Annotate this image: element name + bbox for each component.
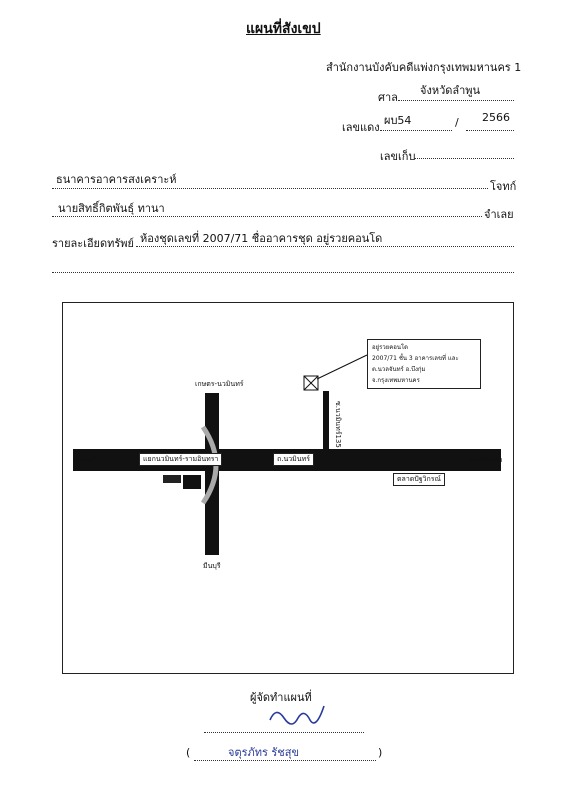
red-no-label: เลขแดง [342,121,380,134]
red-no-sep: / [455,116,459,129]
plaintiff-value: ธนาคารอาคารสงเคราะห์ [56,173,177,186]
asset-value: ห้องชุดเลขที่ 2007/71 ชื่ออาคารชุด อยู่รวยคอนโด [140,232,383,245]
plaintiff-label: โจทก์ [490,180,517,193]
red-no-dotline [380,130,452,131]
defendant-value: นายสิทธิ์กิตพันธุ์ ทานา [58,202,165,215]
maker-label: ผู้จัดทำแผนที่ [250,691,312,704]
landmark-sign-icon [163,475,181,483]
name-dotline [194,760,376,761]
condo-callout [367,339,481,389]
red-no-year: 2566 [482,111,510,124]
close-paren: ) [378,746,383,759]
open-paren: ( [186,746,191,759]
west-label: บางกะปิ [73,456,98,464]
court-label: ศาล [378,91,398,104]
signature-name: จตุรภัทร รัชสุข [228,746,300,759]
road-label: ถ.นวมินทร์ [273,453,314,466]
asset-label: รายละเอียดทรัพย์ [52,237,134,250]
signature-mark [266,700,336,734]
red-no-value: ผบ54 [384,114,412,127]
intersection-label: แยกนวมินทร์-รามอินทรา [139,453,222,466]
red-no-year-dotline [466,130,514,131]
storage-no-label: เลขเก็บ [380,150,416,163]
callout-leader-line [315,353,375,383]
market-label: ตลาดปัฐวิกรณ์ [393,473,445,486]
callout-line: 2007/71 ชั้น 3 อาคารเลขที่ และ [372,355,459,362]
office-name: สำนักงานบังคับคดีแพ่งกรุงเทพมหานคร 1 [326,61,522,74]
defendant-label: จำเลย [484,208,514,221]
asset-dotline-2 [52,272,514,273]
page-title: แผนที่สังเขป [246,21,321,37]
court-dotline [398,100,514,101]
landmark-store-icon [183,475,201,489]
plaintiff-dotline [52,188,488,189]
callout-line: ต.นวลจันทร์ อ.บึงกุ่ม [372,366,426,373]
court-value: จังหวัดลำพูน [420,84,481,97]
soi-label: ซ.นวมินทร์135 [334,401,342,448]
storage-no-dotline [414,158,514,159]
signature-dotline [204,732,364,733]
north-label: เกษตร-นวมินทร์ [195,380,244,388]
map-frame [62,302,514,674]
east-label: รามอินทรา [469,456,503,464]
callout-line: จ.กรุงเทพมหานคร [372,377,420,384]
callout-line: อยู่รวยคอนโด [372,344,409,351]
south-label: มีนบุรี [203,562,221,570]
soi-road [323,391,329,451]
